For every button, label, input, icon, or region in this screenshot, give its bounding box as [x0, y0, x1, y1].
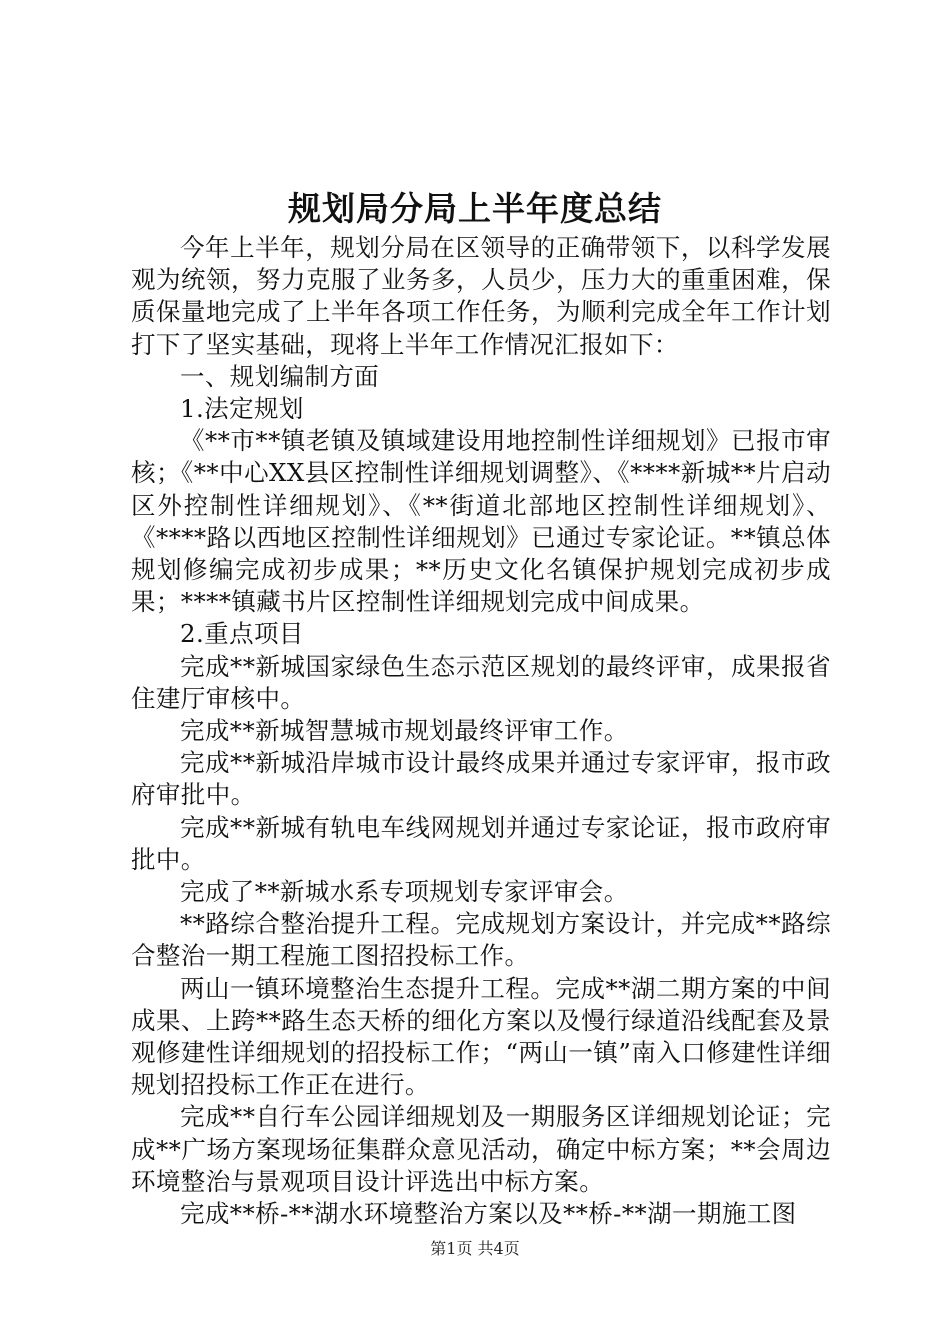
- paragraph-intro: 今年上半年，规划分局在区领导的正确带领下，以科学发展观为统领，努力克服了业务多，人员少，压力大的重重困难，保质保量地完成了上半年各项工作任务，为顺利完成全年工作计划打下了坚实基础，现将上半年工作情况汇报如下：: [131, 233, 831, 359]
- paragraph-eco-zone: 完成**新城国家绿色生态示范区规划的最终评审，成果报省住建厅审核中。: [131, 651, 831, 713]
- document-title: 规划局分局上半年度总结: [288, 189, 662, 228]
- section-heading-planning: 一、规划编制方面: [180, 361, 380, 391]
- paragraph-smart-city: 完成**新城智慧城市规划最终评审工作。: [180, 716, 629, 746]
- paragraph-statutory-plans: 《**市**镇老镇及镇域建设用地控制性详细规划》已报市审核；《**中心XX县区控制性详细规划调整》、《****新城**片启动区外控制性详细规划》、《**街道北部地区控制性详细规划》、《****路以西地区控制性详细规划》已通过专家论证。**镇总体规划修编完成初步成果；**历史文化名镇保护规划完成初步成果；****镇藏书片区控制性详细规划完成中间成果。: [131, 426, 831, 617]
- subsection-heading-statutory: 1.法定规划: [180, 394, 304, 424]
- paragraph-two-mountains: 两山一镇环境整治生态提升工程。完成**湖二期方案的中间成果、上跨**路生态天桥的细化方案以及慢行绿道沿线配套及景观修建性详细规划的招投标工作；“两山一镇”南入口修建性详细规划招投标工作正在进行。: [131, 973, 831, 1100]
- subsection-heading-key-projects: 2.重点项目: [180, 619, 304, 649]
- paragraph-water-system: 完成了**新城水系专项规划专家评审会。: [180, 877, 629, 907]
- page-footer: 第1页 共4页: [430, 1239, 520, 1258]
- document-body: [131, 232, 831, 1230]
- paragraph-tram-network: 完成**新城有轨电车线网规划并通过专家论证，报市政府审批中。: [131, 812, 831, 874]
- paragraph-riverside-design: 完成**新城沿岸城市设计最终成果并通过专家评审，报市政府审批中。: [131, 748, 831, 810]
- paragraph-bridge-lake: 完成**桥-**湖水环境整治方案以及**桥-**湖一期施工图: [180, 1199, 797, 1229]
- paragraph-bicycle-park: 完成**自行车公园详细规划及一期服务区详细规划论证；完成**广场方案现场征集群众意见活动，确定中标方案；**会周边环境整治与景观项目设计评选出中标方案。: [131, 1102, 831, 1196]
- paragraph-road-renovation: **路综合整治提升工程。完成规划方案设计，并完成**路综合整治一期工程施工图招投标工作。: [131, 909, 831, 971]
